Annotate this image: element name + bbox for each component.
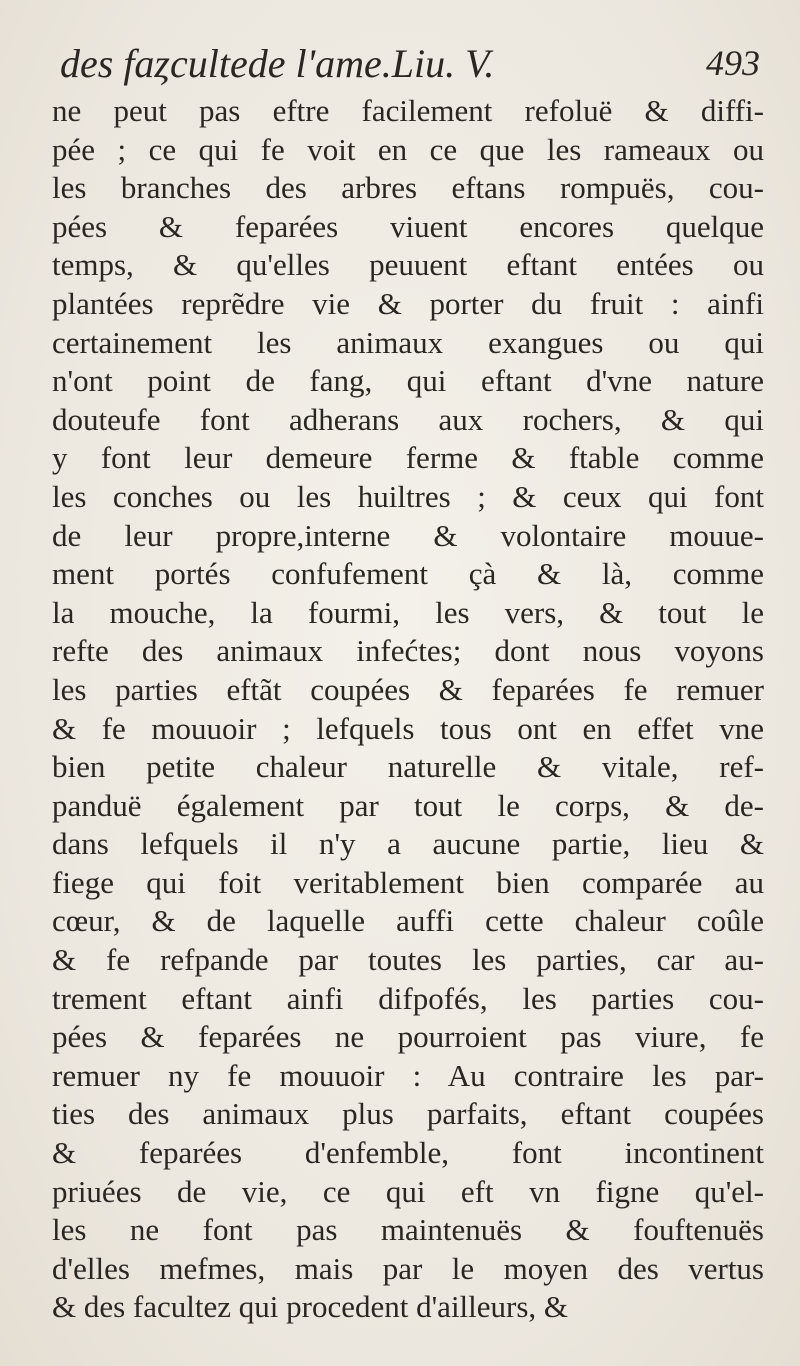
text-line: panduë également par tout le corps, & de-: [52, 787, 764, 823]
text-line: temps, & qu'elles peuuent eftant entées ou: [52, 247, 764, 283]
text-line: les conches ou les huiltres ; & ceux qui font: [52, 478, 764, 514]
text-line: ment portés confufement çà & là, comme: [52, 556, 764, 592]
text-line: cœur, & de laquelle auffi cette chaleur coûle: [52, 903, 764, 939]
text-line: ne peut pas eftre facilement refoluë & diffi-: [52, 93, 764, 128]
text-line: ties des animaux plus parfaits, eftant coupées: [52, 1096, 764, 1132]
text-line: n'ont point de fang, qui eftant d'vne nature: [52, 363, 764, 399]
text-line: & feparées d'enfemble, font incontinent: [52, 1135, 764, 1171]
text-line: pées & feparées ne pourroient pas viure, fe: [52, 1019, 764, 1055]
text-line: & fe refpande par toutes les parties, car au-: [52, 942, 764, 978]
page-header: [60, 40, 760, 92]
text-line: les parties eftãt coupées & feparées fe remuer: [52, 671, 764, 707]
text-line: douteufe font adherans aux rochers, & qui: [52, 401, 764, 437]
text-line: d'elles mefmes, mais par le moyen des vertus: [52, 1250, 764, 1286]
text-line: trement eftant ainfi difpofés, les parties cou-: [52, 980, 764, 1016]
text-line: y font leur demeure ferme & ftable comme: [52, 440, 764, 476]
text-line: & fe mouuoir ; lefquels tous ont en effet vne: [52, 710, 764, 746]
text-line: de leur propre,interne & volontaire mouue-: [52, 517, 764, 553]
text-line: la mouche, la fourmi, les vers, & tout le: [52, 594, 764, 630]
text-line: plantées reprẽdre vie & porter du fruit : ainfi: [52, 285, 764, 321]
text-line: & des facultez qui procedent d'ailleurs, &: [52, 1289, 569, 1325]
text-line: fiege qui foit veritablement bien comparée au: [52, 864, 764, 900]
text-line: refte des animaux infećtes; dont nous voyons: [52, 633, 764, 669]
running-title: des faȥcultede l'ame.Liu. V.: [60, 41, 495, 86]
text-line: certainement les animaux exangues ou qui: [52, 324, 764, 360]
body-text: [52, 92, 764, 1327]
text-line: les branches des arbres eftans rompuës, cou-: [52, 170, 764, 206]
page-number: 493: [706, 43, 760, 83]
text-line: pées & feparées viuent encores quelque: [52, 208, 764, 244]
text-line: remuer ny fe mouuoir : Au contraire les par-: [52, 1057, 764, 1093]
text-line: les ne font pas maintenuës & fouftenuës: [52, 1212, 764, 1248]
text-line: priuées de vie, ce qui eft vn figne qu'el-: [52, 1173, 764, 1209]
text-line: bien petite chaleur naturelle & vitale, ref-: [52, 749, 764, 785]
text-line: dans lefquels il n'y a aucune partie, lieu &: [52, 826, 764, 862]
text-line: pée ; ce qui fe voit en ce que les rameaux ou: [52, 131, 764, 167]
